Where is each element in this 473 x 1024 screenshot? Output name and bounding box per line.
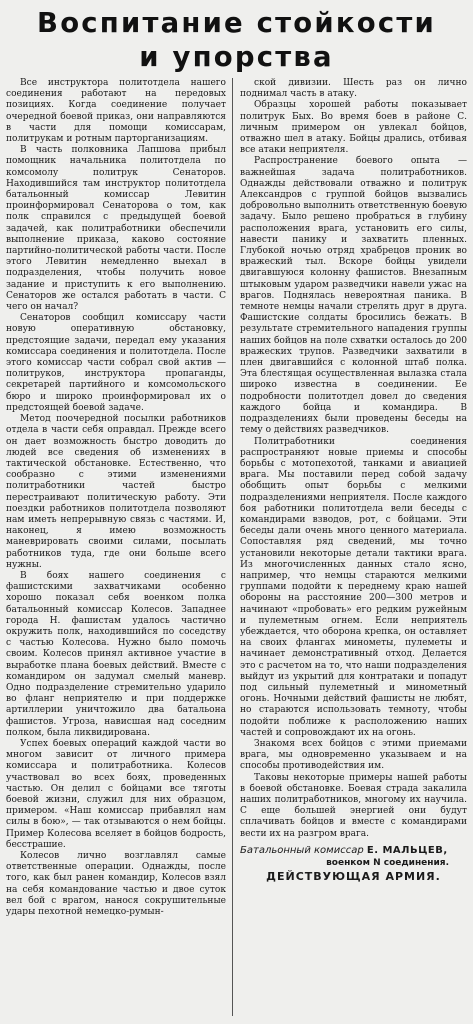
text-column-left [6, 78, 226, 1016]
paragraph: Таковы некоторые примеры нашей работы в боевой обстановке. Боевая страда закалила наших политработников, многому их научила. С еще большей энергией они будут сплачивать бойцов и вместе с командирами вести их на разгром врага. [240, 772, 467, 839]
author-rank: Батальонный комиссар [240, 844, 364, 856]
paragraph: Метод поочередной посылки работников отдела в части себя оправдал. Прежде всего он дает возможность быстро доводить до людей все сведения об изменениях в тактической обстановке. Естественно, что сообразно с этими изменениями политработники частей быстро перестраивают политическую работу. Эти поездки работников политотдела позволяют нам иметь непрерывную связь с частями. И, наконец, я имею возможность маневрировать своими силами, посылать работников туда, где они больше всего нужны. [6, 414, 226, 570]
paragraph: ской дивизии. Шесть раз он лично поднимал часть в атаку. [240, 78, 467, 100]
paragraph: Все инструктора политотдела нашего соединения работают на передовых позициях. Когда соединение получает очередной боевой приказ, они направляются в части для помощи комиссарам, политрукам и ротным парторганизациям. [6, 78, 226, 145]
column-divider [232, 78, 233, 1016]
headline-line-1: Воспитание стойкости [37, 7, 436, 39]
signature-line [240, 844, 467, 857]
author-unit: военком N соединения. [326, 857, 449, 868]
text-column-right [240, 78, 467, 1016]
paragraph: Знакомя всех бойцов с этими приемами врага, мы одновременно указываем и на способы противодействия им. [240, 738, 467, 772]
paragraph: В часть полковника Лапшова прибыл помощник начальника политотдела по комсомолу политрук Сенаторов. Находившийся там инструктор политотдела батальонный комиссар Левитин проинформировал Сенаторова о том, как полк справился с предыдущей боевой задачей, как политработники обеспечили выполнение приказа, каково состояние партийно-политической работы части. После этого Левитин немедленно выехал в подразделения, чтобы получить новое задание и приступить к его выполнению. Сенаторов же остался работать в части. С чего он начал? [6, 145, 226, 313]
paragraph: Успех боевых операций каждой части во многом зависит от личного примера комиссара и политработника. Колесов участвовал во всех боях, проведенных частью. Он делил с бойцами все тяготы боевой жизни, служил для них образцом, примером. «Наш комиссар прибавлял нам силы в бою», — так отзываются о нем бойцы. Пример Колесова вселяет в бойцов бодрость, бесстрашие. [6, 738, 226, 850]
dateline-place: ДЕЙСТВУЮЩАЯ АРМИЯ. [266, 869, 441, 883]
paragraph: Политработники соединения распространяют новые приемы и способы борьбы с мотопехотой, танками и авиацией врага. Мы поставили перед собой задачу обобщить опыт борьбы с мелкими подразделениями неприятеля. После каждого боя работники политотдела вели беседы с командирами взводов, рот, с бойцами. Эти беседы дали очень много ценного материала. Сопоставляя ряд сведений, мы точно установили некоторые детали тактики врага. Из многочисленных данных стало ясно, например, что немцы стараются мелкими группами подойти к переднему краю нашей обороны на расстояние 200—300 метров и начинают «пробовать» его редким ружейным и пулеметным огнем. Если неприятель убеждается, что оборона крепка, он оставляет на своих флангах минометы, пулеметы и начинает демонстративный отход. Делается это с расчетом на то, что наши подразделения выйдут из укрытий для контратаки и попадут под сильный пулеметный и минометный огонь. Ночными действий фашисты не любят, но стараются использовать темноту, чтобы подойти поближе к расположению наших частей и сопровождают их на огонь. [240, 436, 467, 738]
paragraph: Колесов лично возглавлял самые ответственные операции. Однажды, после того, как был ранен командир, Колесов взял на себя командование частью и двое суток вел бой с врагом, нанося сокрушительные удары пехотной немецко-румын- [6, 851, 226, 918]
paragraph: Образцы хорошей работы показывает политрук Бых. Во время боев в районе С. личным примером он увлекал бойцов, отважно шел в атаку. Бойцы дрались, отбивая все атаки неприятеля. [240, 100, 467, 156]
paragraph: Распространение боевого опыта — важнейшая задача политработников. Однажды действовали отважно и политрук Александров с группой бойцов вызвались добровольно выполнить ответственную боевую задачу. Было решено пробраться в глубину расположения врага, установить его силы, навести панику и захватить пленных. Глубокой ночью отряд храбрецов проник во вражеский тыл. Вскоре бойцы увидели двигавшуюся колонну фашистов. Внезапным штыковым ударом разведчики навели ужас на врагов. Поднялась невероятная паника. В темноте немцы начали стрелять друг в друга. Фашистские солдаты бросились бежать. В результате стремительного нападения группы наших бойцов на поле схватки осталось до 200 вражеских трупов. Разведчики захватили в плен двигавшийся с колонной штаб полка. Эта блестящая осуществленная вылазка стала широко известна в соединении. Ее подробности политотдел довел до сведения каждого бойца и командира. В подразделениях были проведены беседы на тему о действиях разведчиков. [240, 156, 467, 436]
article-headline [0, 6, 473, 74]
paragraph: В боях нашего соединения с фашистскими захватчиками особенно хорошо показал себя военком полка батальонный комиссар Колесов. Западнее города Н. фашистам удалось частично окружить полк, находившийся по соседству с частью Колесова. Нужно было помочь своим. Колесов принял активное участие в выработке плана боевых действий. Вместе с командиром он задумал смелый маневр. Одно подразделение стремительно ударило во фланг неприятелю и при поддержке артиллерии уничтожило два батальона фашистов. Угроза, нависшая над соседним полком, была ликвидирована. [6, 570, 226, 738]
headline-line-2: и упорства [139, 41, 334, 73]
author-signature [240, 844, 467, 884]
author-name: Е. МАЛЬЦЕВ, [366, 844, 448, 856]
paragraph: Сенаторов сообщил комиссару части новую оперативную обстановку, предстоящие задачи, передал ему указания комиссара соединения и политотдела. После этого комиссар части собрал свой актив — политруков, инструктора пропаганды, секретарей партийного и комсомольского бюро и широко проинформировал их о предстоящей боевой задаче. [6, 313, 226, 413]
